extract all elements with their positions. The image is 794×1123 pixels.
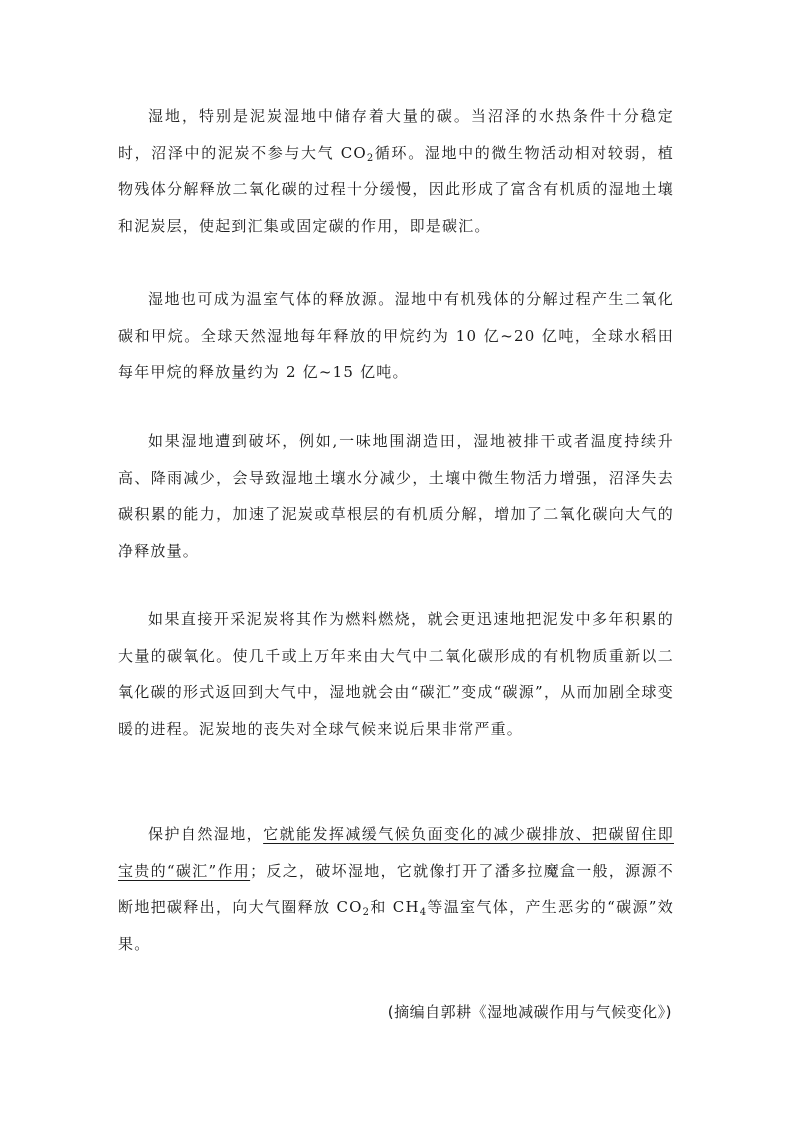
source-citation: (摘编自郭耕《湿地减碳作用与气候变化》): [387, 1003, 672, 1021]
paragraph-5-middle: ；反之，破坏湿地，它就像打开了潘多拉魔盒一般，源源不断地把碳释出，向大气圈释放 CO: [118, 861, 675, 916]
subscript-ch4: 4: [419, 907, 428, 918]
subscript-2: 2: [366, 152, 375, 164]
paragraph-4: 如果直接开采泥炭将其作为燃料燃烧，就会更迅速地把泥发中多年积累的大量的碳氧化。使几千或上万年来由大气中二氧化碳形成的有机物质重新以二氧化碳的形式返回到大气中，湿地就会由“碳汇”变成“碳源”，从而加剧全球变暖的进程。泥炭地的丧失对全球气候来说后果非常严重。: [118, 610, 674, 738]
paragraph-1-text: 湿地，特别是泥炭湿地中储存着大量的碳。当沼泽的水热条件十分稳定时，沼泽中的泥炭不参与大气 CO: [118, 107, 674, 162]
paragraph-5-and: 和 CH: [370, 898, 420, 916]
paragraph-5-lead: 保护自然湿地，: [148, 825, 264, 843]
subscript-co2: 2: [362, 907, 371, 918]
paragraph-1: [118, 98, 674, 244]
paragraph-3: 如果湿地遭到破坏，例如,一味地围湖造田，湿地被排干或者温度持续升高、降雨减少，会导致湿地土壤水分减少，土壤中微生物活力增强，沼泽失去碳积累的能力，加速了泥炭或草根层的有机质分解，增加了二氧化碳向大气的净释放量。: [118, 432, 674, 560]
paragraph-1-text-rest: 循环。湿地中的微生物活动相对较弱，植物残体分解释放二氧化碳的过程十分缓慢，因此形成了富含有机质的湿地土壤和泥炭层，使起到汇集或固定碳的作用，即是碳汇。: [118, 143, 674, 235]
underlined-phrase: 它就能发挥减缓气候负面变化的减少碳排放、把碳留住即宝贵的“碳汇”作用: [118, 825, 674, 880]
paragraph-5-end: 等温室气体，产生恶劣的“碳源”效果。: [118, 898, 674, 953]
paragraph-2: 湿地也可成为温室气体的释放源。湿地中有机残体的分解过程产生二氧化碳和甲烷。全球天然湿地每年释放的甲烷约为 10 亿~20 亿吨，全球水稻田每年甲烷的释放量约为 2 亿~15 亿吨。: [118, 290, 674, 381]
paragraph-5: [118, 816, 674, 962]
